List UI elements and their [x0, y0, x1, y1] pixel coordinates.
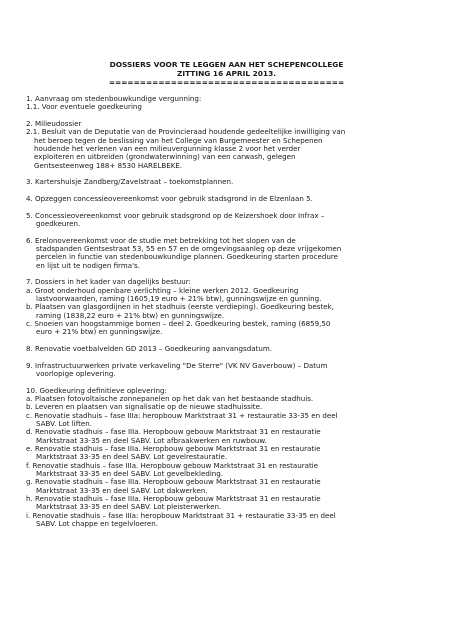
- section-9: [26, 362, 434, 379]
- section-10-line: Marktstraat 33-35 en deel SABV. Lot gevelrestauratie.: [36, 452, 228, 462]
- document-body: [26, 95, 434, 528]
- section-6-line: en lijst uit te nodigen firma's.: [36, 260, 141, 270]
- section-5-line: goedkeuren.: [36, 218, 81, 228]
- section-10-line: SABV. Lot chappe en tegelvloeren.: [36, 519, 159, 529]
- section-10-line: f. Renovatie stadhuis – fase IIIa. Heropbouw gebouw Marktstraat 31 en restauratie: [26, 460, 319, 470]
- section-6-line: stadspanden Gentsestraat 53, 55 en 57 en de omgevingsaanleg op deze vrijgekomen: [36, 243, 342, 253]
- section-2-line: Gentsesteenweg 188+ 8530 HARELBEKE.: [34, 160, 183, 170]
- section-2-line: exploiteren en uitbreiden (grondwaterwinning) van een carwash, gelegen: [34, 152, 296, 162]
- section-2-heading: 2. Milieudossier: [26, 118, 82, 128]
- section-10-heading: 10. Goedkeuring definitieve oplevering:: [26, 385, 167, 395]
- section-9-line: 9. Infrastructuurwerken private verkaveling "De Sterre" (VK NV Gaverbouw) – Datum: [26, 360, 328, 370]
- section-10-line: Marktstraat 33-35 en deel SABV. Lot gevelbekleding.: [36, 469, 224, 479]
- section-10-line: Marktstraat 33-35 en deel SABV. Lot pleisterwerken.: [36, 502, 222, 512]
- document-header: [0, 60, 453, 87]
- section-5: [26, 212, 434, 229]
- section-7-line: raming (1838,22 euro + 21% btw) en gunningswijze.: [36, 310, 225, 320]
- section-10-line: d. Renovatie stadhuis – fase IIIa. Heropbouw gebouw Marktstraat 31 en restauratie: [26, 427, 321, 437]
- section-7: [26, 278, 434, 336]
- section-6-line: 6. Erelonovereenkomst voor de studie met betrekking tot het slopen van de: [26, 235, 296, 245]
- section-4-line: 4. Opzeggen concessieovereenkomst voor gebruik stadsgrond in de Elzenlaan 5.: [26, 193, 313, 203]
- title-underline: ======================================: [108, 78, 345, 87]
- section-2: [26, 120, 434, 170]
- document-title: DOSSIERS VOOR TE LEGGEN AAN HET SCHEPENCOLLEGE: [109, 60, 344, 69]
- section-7-line: a. Groot onderhoud openbare verlichting – kleine werken 2012. Goedkeuring: [26, 285, 299, 295]
- section-1-item: 1.1. Voor eventuele goedkeuring: [26, 102, 142, 112]
- section-7-line: c. Snoeien van hoogstammige bomen – deel 2. Goedkeuring bestek, raming (6859,50: [26, 319, 331, 328]
- section-10-line: h. Renovatie stadhuis – fase IIIa. Heropbouw gebouw Marktstraat 31 en restauratie: [26, 494, 321, 504]
- section-6-line: percelen in functie van stedenbouwkundige plannen. Goedkeuring starten procedure: [36, 252, 338, 262]
- section-10-line: a. Plaatsen fotovoltaische zonnepanelen op het dak van het bestaande stadhuis.: [26, 393, 314, 403]
- session-date: ZITTING 16 APRIL 2013.: [176, 69, 277, 78]
- section-4: [26, 195, 434, 203]
- section-10-line: SABV. Lot liften.: [36, 418, 92, 428]
- section-10-line: Marktstraat 33-35 en deel SABV. Lot dakwerken.: [36, 485, 208, 495]
- section-9-line: voorlopige oplevering.: [36, 368, 116, 378]
- section-10: [26, 387, 434, 529]
- section-7-heading: 7. Dossiers in het kader van dagelijks bestuur:: [26, 277, 191, 287]
- section-2-line: houdende het verlenen van een milieuvergunning klasse 2 voor het verder: [34, 144, 301, 154]
- section-10-line: i. Renovatie stadhuis – fase IIIa: heropbouw Marktstraat 31 + restauratie 33-35 en deel: [26, 510, 336, 520]
- section-10-line: c. Renovatie stadhuis – fase IIIa: heropbouw Marktstraat 31 + restauratie 33-35 en deel: [26, 410, 338, 420]
- section-8-line: 8. Renovatie voetbalvelden GD 2013 – Goedkeuring aanvangsdatum.: [26, 343, 273, 353]
- section-7-line: euro + 21% btw) en gunningswijze.: [36, 327, 163, 337]
- section-2-line: het beroep tegen de beslissing van het College van Burgemeester en Schepenen: [34, 135, 323, 145]
- section-1: [26, 95, 434, 112]
- section-10-line: Marktstraat 33-35 en deel SABV. Lot afbraakwerken en ruwbouw.: [36, 435, 267, 445]
- section-7-line: b. Plaatsen van glasgordijnen in het stadhuis (eerste verdieping). Goedkeuring bestek,: [26, 302, 334, 312]
- section-3-line: 3. Kartershuisje Zandberg/Zavelstraat – toekomstplannen.: [26, 177, 234, 187]
- section-8: [26, 345, 434, 353]
- section-1-heading: 1. Aanvraag om stedenbouwkundige vergunning:: [26, 94, 202, 103]
- section-3: [26, 178, 434, 186]
- section-10-line: e. Renovatie stadhuis – fase IIIa. Heropbouw gebouw Marktstraat 31 en restauratie: [26, 444, 321, 454]
- section-10-line: g. Renovatie stadhuis – fase IIIa. Heropbouw gebouw Marktstraat 31 en restauratie: [26, 477, 321, 487]
- section-5-line: 5. Concessieovereenkomst voor gebruik stadsgrond op de Keizershoek door Infrax –: [26, 210, 325, 220]
- section-10-line: b. Leveren en plaatsen van signalisatie op de nieuwe stadhuissite.: [26, 402, 263, 412]
- section-7-line: lastvoorwaarden, raming (1605,19 euro + 21% btw), gunningswijze en gunning.: [36, 293, 322, 303]
- section-6: [26, 237, 434, 270]
- section-2-line: 2.1. Besluit van de Deputatie van de Provincieraad houdende gedeeltelijke inwilliging van: [26, 127, 346, 137]
